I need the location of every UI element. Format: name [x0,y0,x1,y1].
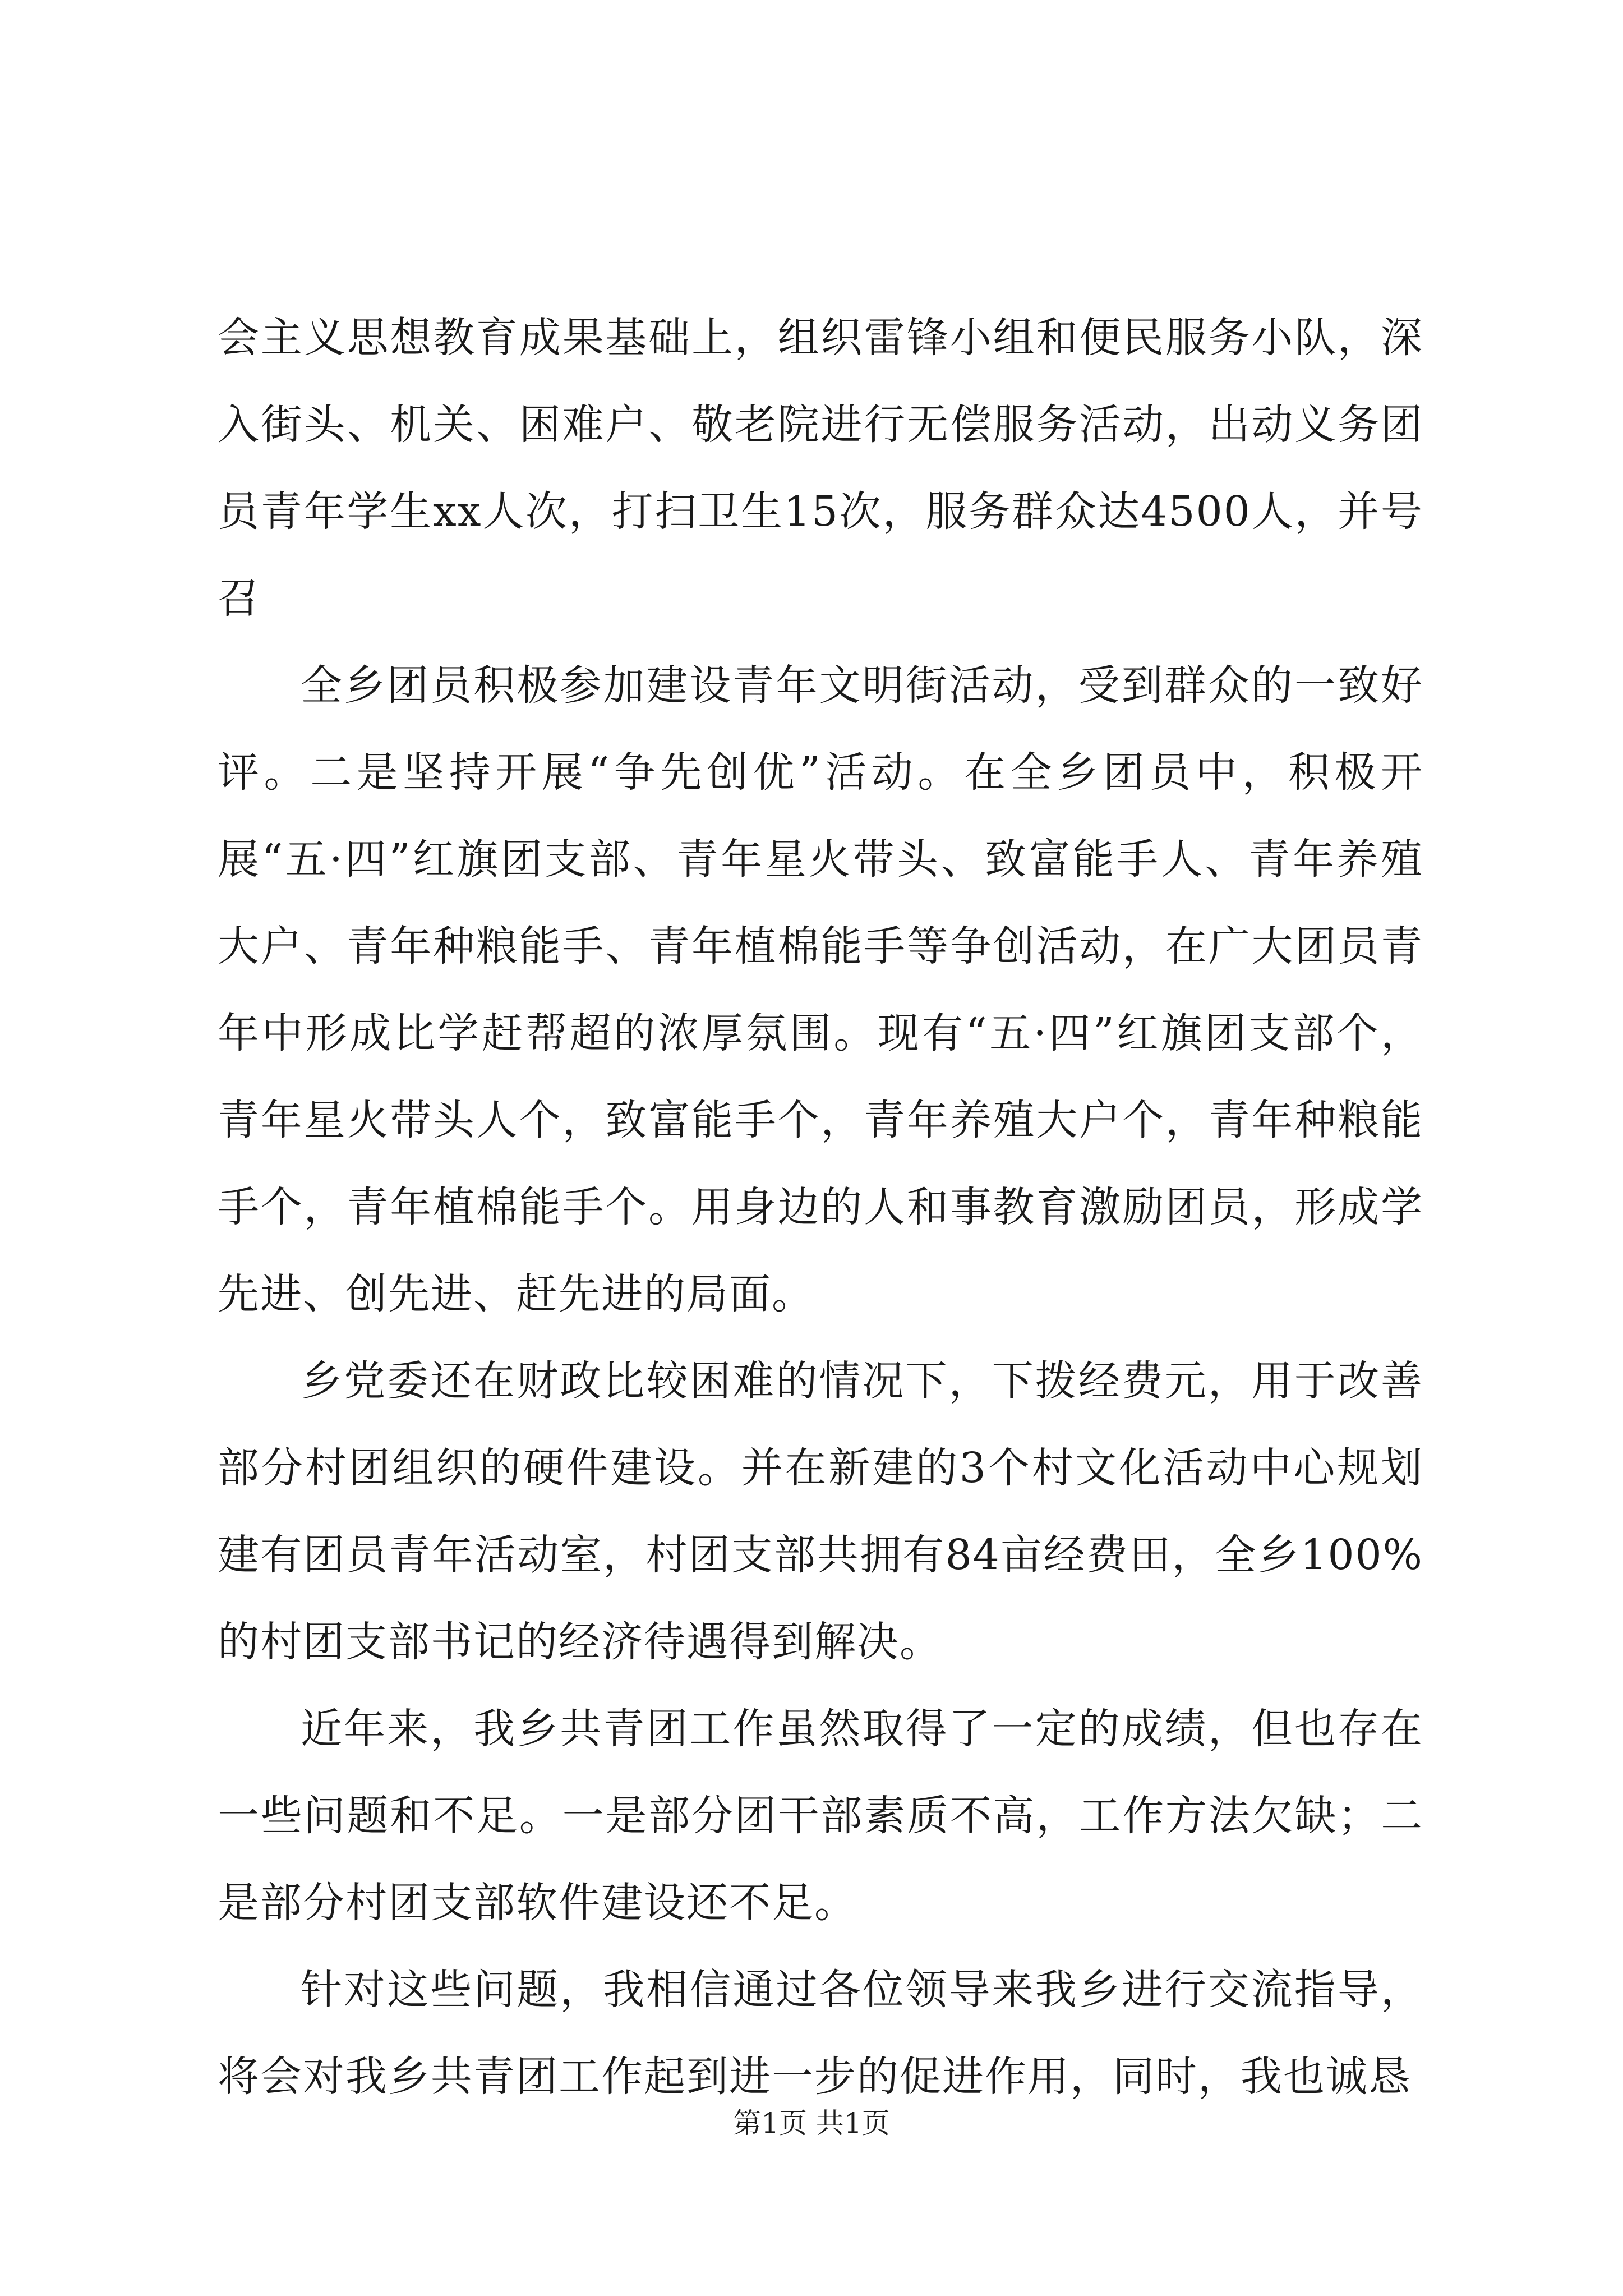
page-footer: 第1页 共1页 [733,2107,890,2139]
paragraph-2: 全乡团员积极参加建设青年文明街活动，受到群众的一致好评。二是坚持开展“争先创优”活动。在全乡团员中，积极开展“五·四”红旗团支部、青年星火带头、致富能手人、青年养殖大户、青年种粮能手、青年植棉能手等争创活动，在广大团员青年中形成比学赶帮超的浓厚氛围。现有“五·四”红旗团支部个，青年星火带头人个，致富能手个，青年养殖大户个，青年种粮能手个，青年植棉能手个。用身边的人和事教育激励团员，形成学先进、创先进、赶先进的局面。 [218,661,1423,1318]
paragraph-5: 针对这些问题，我相信通过各位领导来我乡进行交流指导，将会对我乡共青团工作起到进一步的促进作用，同时，我也诚恳 [218,1966,1423,2101]
paragraph-1: 会主义思想教育成果基础上，组织雷锋小组和便民服务小队，深入街头、机关、困难户、敬老院进行无偿服务活动，出动义务团员青年学生xx人次，打扫卫生15次，服务群众达4500人，并号召 [218,314,1423,623]
paragraph-3: 乡党委还在财政比较困难的情况下，下拨经费元，用于改善部分村团组织的硬件建设。并在新建的3个村文化活动中心规划建有团员青年活动室，村团支部共拥有84亩经费田，全乡100%的村团支部书记的经济待遇得到解决。 [218,1357,1423,1666]
paragraph-4: 近年来，我乡共青团工作虽然取得了一定的成绩，但也存在一些问题和不足。一是部分团干部素质不高，工作方法欠缺；二是部分村团支部软件建设还不足。 [218,1705,1423,1927]
document-body [218,295,1423,2120]
